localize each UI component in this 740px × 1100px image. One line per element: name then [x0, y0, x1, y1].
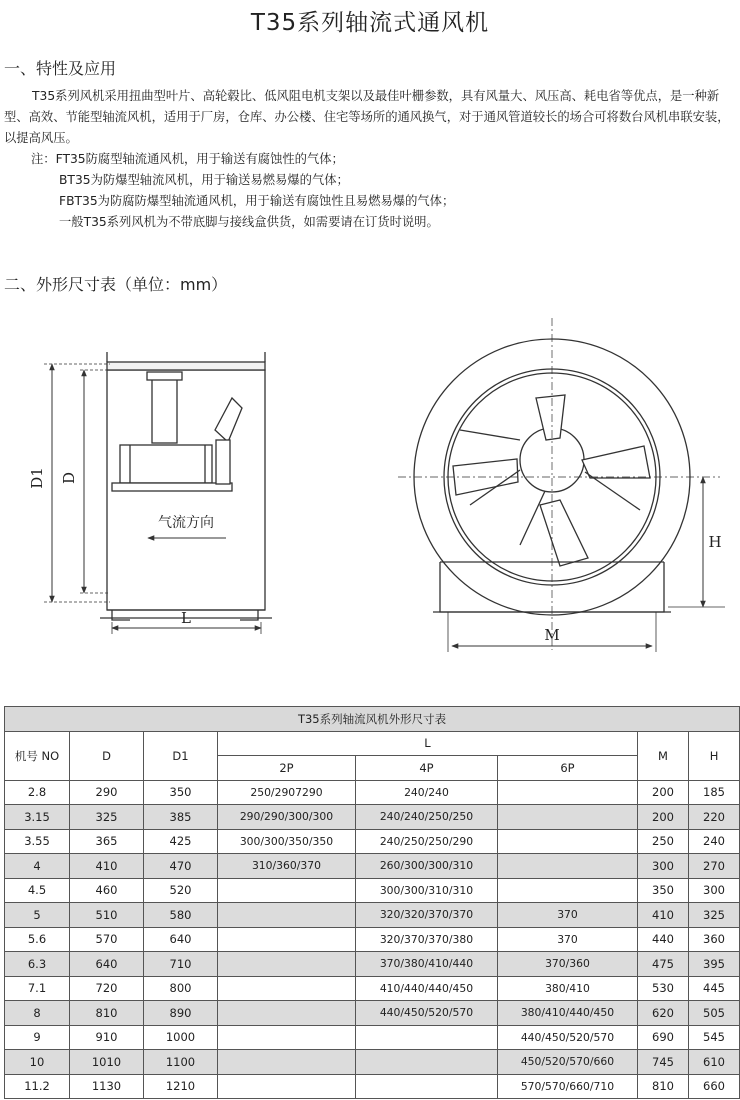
- table-cell: 1100: [144, 1050, 218, 1075]
- label-m: M: [544, 626, 560, 644]
- header-d1: D1: [144, 731, 218, 780]
- table-cell: 310/360/370: [218, 854, 356, 879]
- table-cell: 475: [638, 952, 689, 977]
- table-cell: 185: [689, 780, 740, 805]
- label-l: L: [181, 609, 191, 627]
- note-line: BT35为防爆型轴流风机，用于输送易燃易爆的气体；: [59, 173, 349, 187]
- table-cell: 510: [70, 903, 144, 928]
- table-cell: 440/450/520/570: [498, 1025, 638, 1050]
- table-cell: 320/320/370/370: [356, 903, 498, 928]
- table-cell: [498, 780, 638, 805]
- table-cell: 1210: [144, 1074, 218, 1099]
- table-row: [5, 1001, 740, 1026]
- table-cell: 810: [638, 1074, 689, 1099]
- table-row: [5, 952, 740, 977]
- table-row: [5, 805, 740, 830]
- table-cell: 710: [144, 952, 218, 977]
- table-row: [5, 780, 740, 805]
- table-cell: 3.55: [5, 829, 70, 854]
- table-cell: 385: [144, 805, 218, 830]
- table-cell: 2.8: [5, 780, 70, 805]
- table-cell: 240/250/250/290: [356, 829, 498, 854]
- table-cell: [498, 854, 638, 879]
- section1-paragraph: [4, 86, 738, 149]
- table-cell: 370/360: [498, 952, 638, 977]
- header-h: H: [689, 731, 740, 780]
- table-row: [5, 829, 740, 854]
- table-cell: 445: [689, 976, 740, 1001]
- page-title: T35系列轴流式通风机: [250, 10, 490, 36]
- table-cell: 640: [144, 927, 218, 952]
- table-cell: [356, 1050, 498, 1075]
- table-cell: 530: [638, 976, 689, 1001]
- table-cell: 200: [638, 780, 689, 805]
- table-cell: 260/300/300/310: [356, 854, 498, 879]
- table-cell: 300: [638, 854, 689, 879]
- header-6p: 6P: [498, 756, 638, 781]
- table-row: [5, 1050, 740, 1075]
- header-no: 机号 NO: [5, 731, 70, 780]
- table-cell: [218, 1074, 356, 1099]
- table-cell: 380/410/440/450: [498, 1001, 638, 1026]
- table-cell: [218, 903, 356, 928]
- table-cell: 610: [689, 1050, 740, 1075]
- table-cell: 370: [498, 927, 638, 952]
- table-cell: [218, 976, 356, 1001]
- table-cell: 1130: [70, 1074, 144, 1099]
- table-cell: 720: [70, 976, 144, 1001]
- table-row: [5, 1025, 740, 1050]
- table-cell: 370/380/410/440: [356, 952, 498, 977]
- label-h: H: [708, 533, 722, 551]
- table-cell: 325: [70, 805, 144, 830]
- table-cell: 810: [70, 1001, 144, 1026]
- intro-paragraph: T35系列风机采用扭曲型叶片、高轮毂比、低风阻电机支架以及最佳叶栅参数，具有风量大、风压高、耗电省等优点，是一种新型、高效、节能型轴流风机，适用于厂房，仓库、办公楼、住宅等场所的通风换气，对于通风管道较长的场合可将数台风机串联安装，以提高风压。: [4, 89, 730, 145]
- table-cell: 200: [638, 805, 689, 830]
- table-cell: 370: [498, 903, 638, 928]
- table-cell: 640: [70, 952, 144, 977]
- table-cell: 290/290/300/300: [218, 805, 356, 830]
- note-line: 一般T35系列风机为不带底脚与接线盒供货，如需要请在订货时说明。: [59, 215, 439, 229]
- table-cell: [218, 1050, 356, 1075]
- table-cell: [498, 878, 638, 903]
- table-cell: 240/240: [356, 780, 498, 805]
- table-cell: 11.2: [5, 1074, 70, 1099]
- label-d: D: [60, 471, 78, 485]
- section1-heading: 一、特性及应用: [4, 59, 117, 78]
- note-line: FBT35为防腐防爆型轴流通风机，用于输送有腐蚀性且易燃易爆的气体；: [59, 194, 455, 208]
- front-view: [414, 339, 690, 615]
- table-cell: 440: [638, 927, 689, 952]
- table-cell: 350: [638, 878, 689, 903]
- table-cell: 5: [5, 903, 70, 928]
- table-cell: 890: [144, 1001, 218, 1026]
- table-cell: 3.15: [5, 805, 70, 830]
- table-row: [5, 1074, 740, 1099]
- table-cell: 6.3: [5, 952, 70, 977]
- table-cell: 325: [689, 903, 740, 928]
- table-cell: 7.1: [5, 976, 70, 1001]
- table-cell: [218, 1025, 356, 1050]
- table-cell: 5.6: [5, 927, 70, 952]
- table-cell: 910: [70, 1025, 144, 1050]
- table-cell: 4: [5, 854, 70, 879]
- header-4p: 4P: [356, 756, 498, 781]
- table-cell: 10: [5, 1050, 70, 1075]
- section2-heading: 二、外形尺寸表（单位：mm）: [4, 275, 228, 294]
- label-airflow: 气流方向: [158, 515, 214, 531]
- table-cell: [218, 952, 356, 977]
- side-view: [100, 352, 272, 620]
- note-line: 注：FT35防腐型轴流通风机，用于输送有腐蚀性的气体；: [31, 152, 344, 166]
- table-cell: 1010: [70, 1050, 144, 1075]
- table-cell: 570: [70, 927, 144, 952]
- header-m: M: [638, 731, 689, 780]
- table-cell: 380/410: [498, 976, 638, 1001]
- header-l: L: [218, 731, 638, 756]
- table-cell: 425: [144, 829, 218, 854]
- label-d1: D1: [28, 467, 46, 489]
- table-cell: 300/300/310/310: [356, 878, 498, 903]
- table-row: [5, 854, 740, 879]
- table-cell: [498, 805, 638, 830]
- header-d: D: [70, 731, 144, 780]
- notes-block: [31, 149, 454, 233]
- table-row: [5, 927, 740, 952]
- table-cell: 240/240/250/250: [356, 805, 498, 830]
- table-caption: T35系列轴流风机外形尺寸表: [5, 707, 740, 732]
- header-2p: 2P: [218, 756, 356, 781]
- table-cell: [218, 1001, 356, 1026]
- table-cell: 570/570/660/710: [498, 1074, 638, 1099]
- table-cell: 440/450/520/570: [356, 1001, 498, 1026]
- table-cell: 1000: [144, 1025, 218, 1050]
- table-cell: 250: [638, 829, 689, 854]
- table-cell: 690: [638, 1025, 689, 1050]
- table-cell: 470: [144, 854, 218, 879]
- table-cell: 620: [638, 1001, 689, 1026]
- table-cell: 4.5: [5, 878, 70, 903]
- table-cell: 460: [70, 878, 144, 903]
- table-cell: 660: [689, 1074, 740, 1099]
- dimension-table: [4, 706, 740, 1099]
- table-cell: 300: [689, 878, 740, 903]
- table-row: [5, 903, 740, 928]
- table-cell: 745: [638, 1050, 689, 1075]
- table-cell: 450/520/570/660: [498, 1050, 638, 1075]
- table-cell: [356, 1074, 498, 1099]
- table-cell: 220: [689, 805, 740, 830]
- table-cell: 9: [5, 1025, 70, 1050]
- table-cell: 800: [144, 976, 218, 1001]
- table-cell: 505: [689, 1001, 740, 1026]
- table-cell: 290: [70, 780, 144, 805]
- table-cell: 320/370/370/380: [356, 927, 498, 952]
- table-cell: 8: [5, 1001, 70, 1026]
- table-cell: 395: [689, 952, 740, 977]
- table-cell: [356, 1025, 498, 1050]
- table-row: [5, 976, 740, 1001]
- table-cell: 350: [144, 780, 218, 805]
- table-body: [5, 780, 740, 1099]
- table-cell: [218, 927, 356, 952]
- table-cell: 365: [70, 829, 144, 854]
- table-cell: 410/440/440/450: [356, 976, 498, 1001]
- table-cell: 410: [638, 903, 689, 928]
- table-cell: 520: [144, 878, 218, 903]
- fan-dimension-diagram: [0, 300, 740, 670]
- table-cell: 270: [689, 854, 740, 879]
- table-cell: 250/2907290: [218, 780, 356, 805]
- table-cell: 300/300/350/350: [218, 829, 356, 854]
- table-cell: 545: [689, 1025, 740, 1050]
- table-row: [5, 878, 740, 903]
- table-cell: 360: [689, 927, 740, 952]
- table-cell: [218, 878, 356, 903]
- table-cell: 410: [70, 854, 144, 879]
- table-cell: 240: [689, 829, 740, 854]
- table-cell: [498, 829, 638, 854]
- table-cell: 580: [144, 903, 218, 928]
